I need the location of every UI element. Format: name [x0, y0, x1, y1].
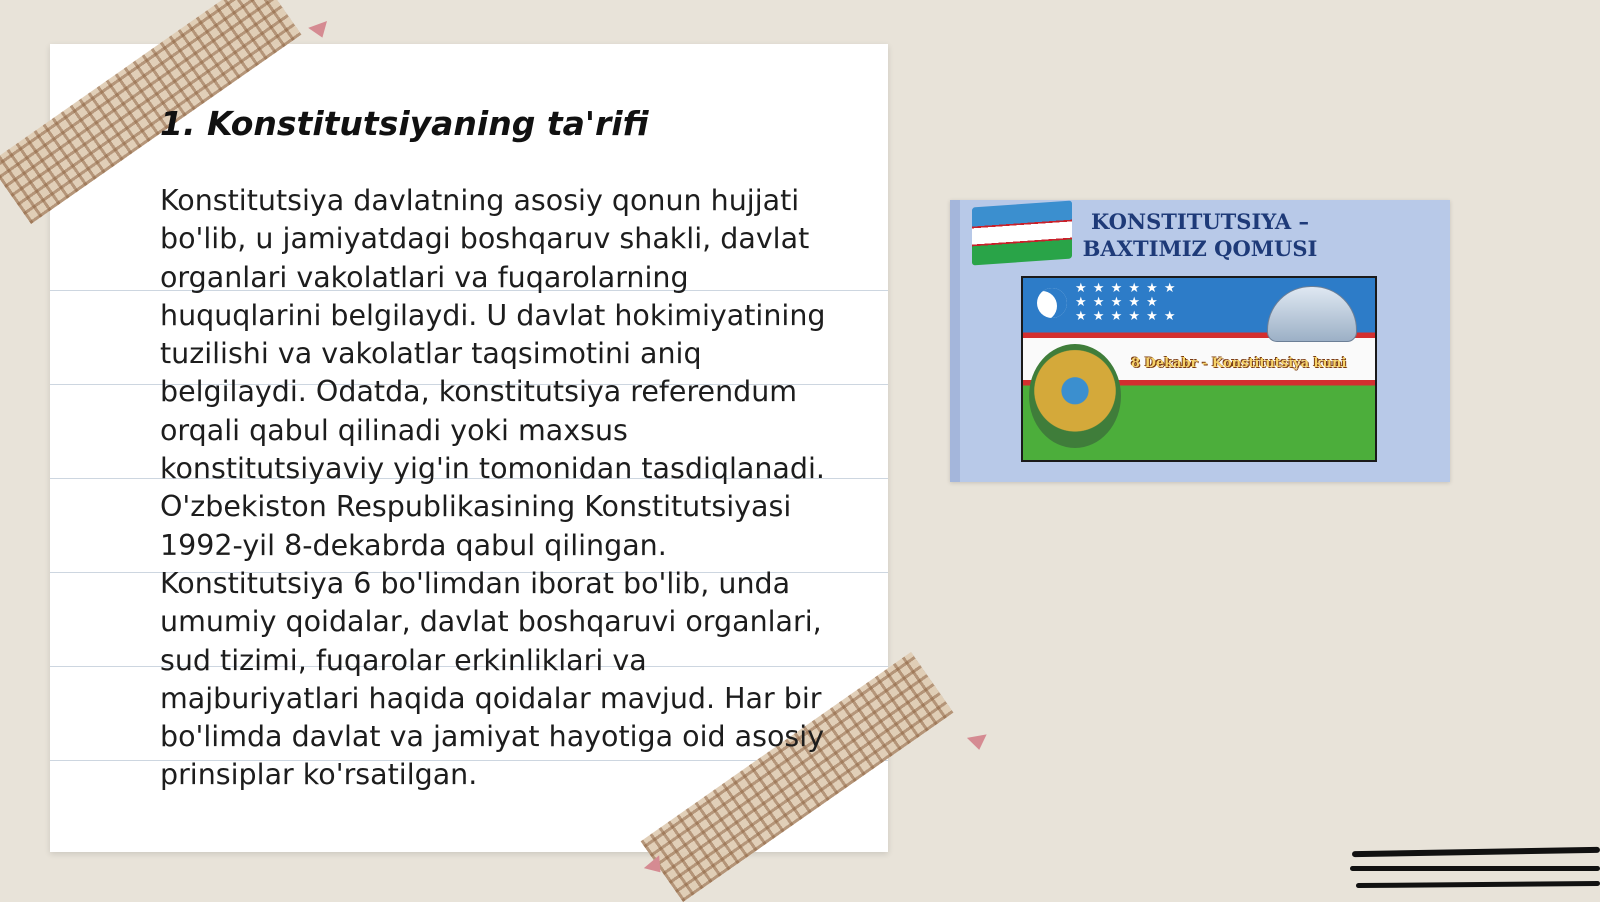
state-emblem-icon [1029, 344, 1121, 448]
decorative-scribble [1350, 866, 1600, 871]
decorative-scribble [1352, 847, 1600, 857]
slide-title: 1. Konstitutsiyaning ta'rifi [160, 104, 649, 143]
parliament-building-icon [1267, 286, 1357, 342]
pink-pin-icon [308, 21, 332, 41]
stars-icon: ★ ★ ★ ★ ★ ★ ★ ★ ★ ★ ★ ★ ★ ★ ★ ★ ★ [1075, 281, 1177, 324]
crescent-moon-icon [1037, 288, 1067, 318]
uzbekistan-flag-icon [972, 201, 1072, 266]
decorative-scribble [1356, 881, 1600, 888]
image-heading: KONSTITUTSIYA – BAXTIMIZ QOMUSI [1082, 209, 1318, 261]
slide-body-text: Konstitutsiya davlatning asosiy qonun hujjati bo'lib, u jamiyatdagi boshqaruv shakli, davlat organlari vakolatlari va fuqarolarning huquqlarini belgilaydi. U davlat hokimiyatining tuzilishi va vakolatlar taqsimotini aniq belgilaydi. Odatda, konstitutsiya referendum orqali qabul qilinadi yoki maxsus konstitutsiyaviy yig'in tomonidan tasdiqlanadi. O'zbekiston Respublikasining Konstitutsiyasi 1992-yil 8-dekabrda qabul qilingan. Konstitutsiya 6 bo'limdan iborat bo'lib, unda umumiy qoidalar, davlat boshqaruvi organlari, sud tizimi, fuqarolar erkinliklari va majburiyatlari haqida qoidalar mavjud. Har bir bo'limda davlat va jamiyat hayotiga oid asosiy prinsiplar ko'rsatilgan. [160, 184, 826, 792]
constitution-day-image [950, 200, 1450, 482]
banner-text: 8 Dekabr - Konstitutsiya kuni [1131, 356, 1347, 371]
constitution-day-banner [1021, 276, 1377, 462]
pink-pin-icon [967, 734, 989, 751]
